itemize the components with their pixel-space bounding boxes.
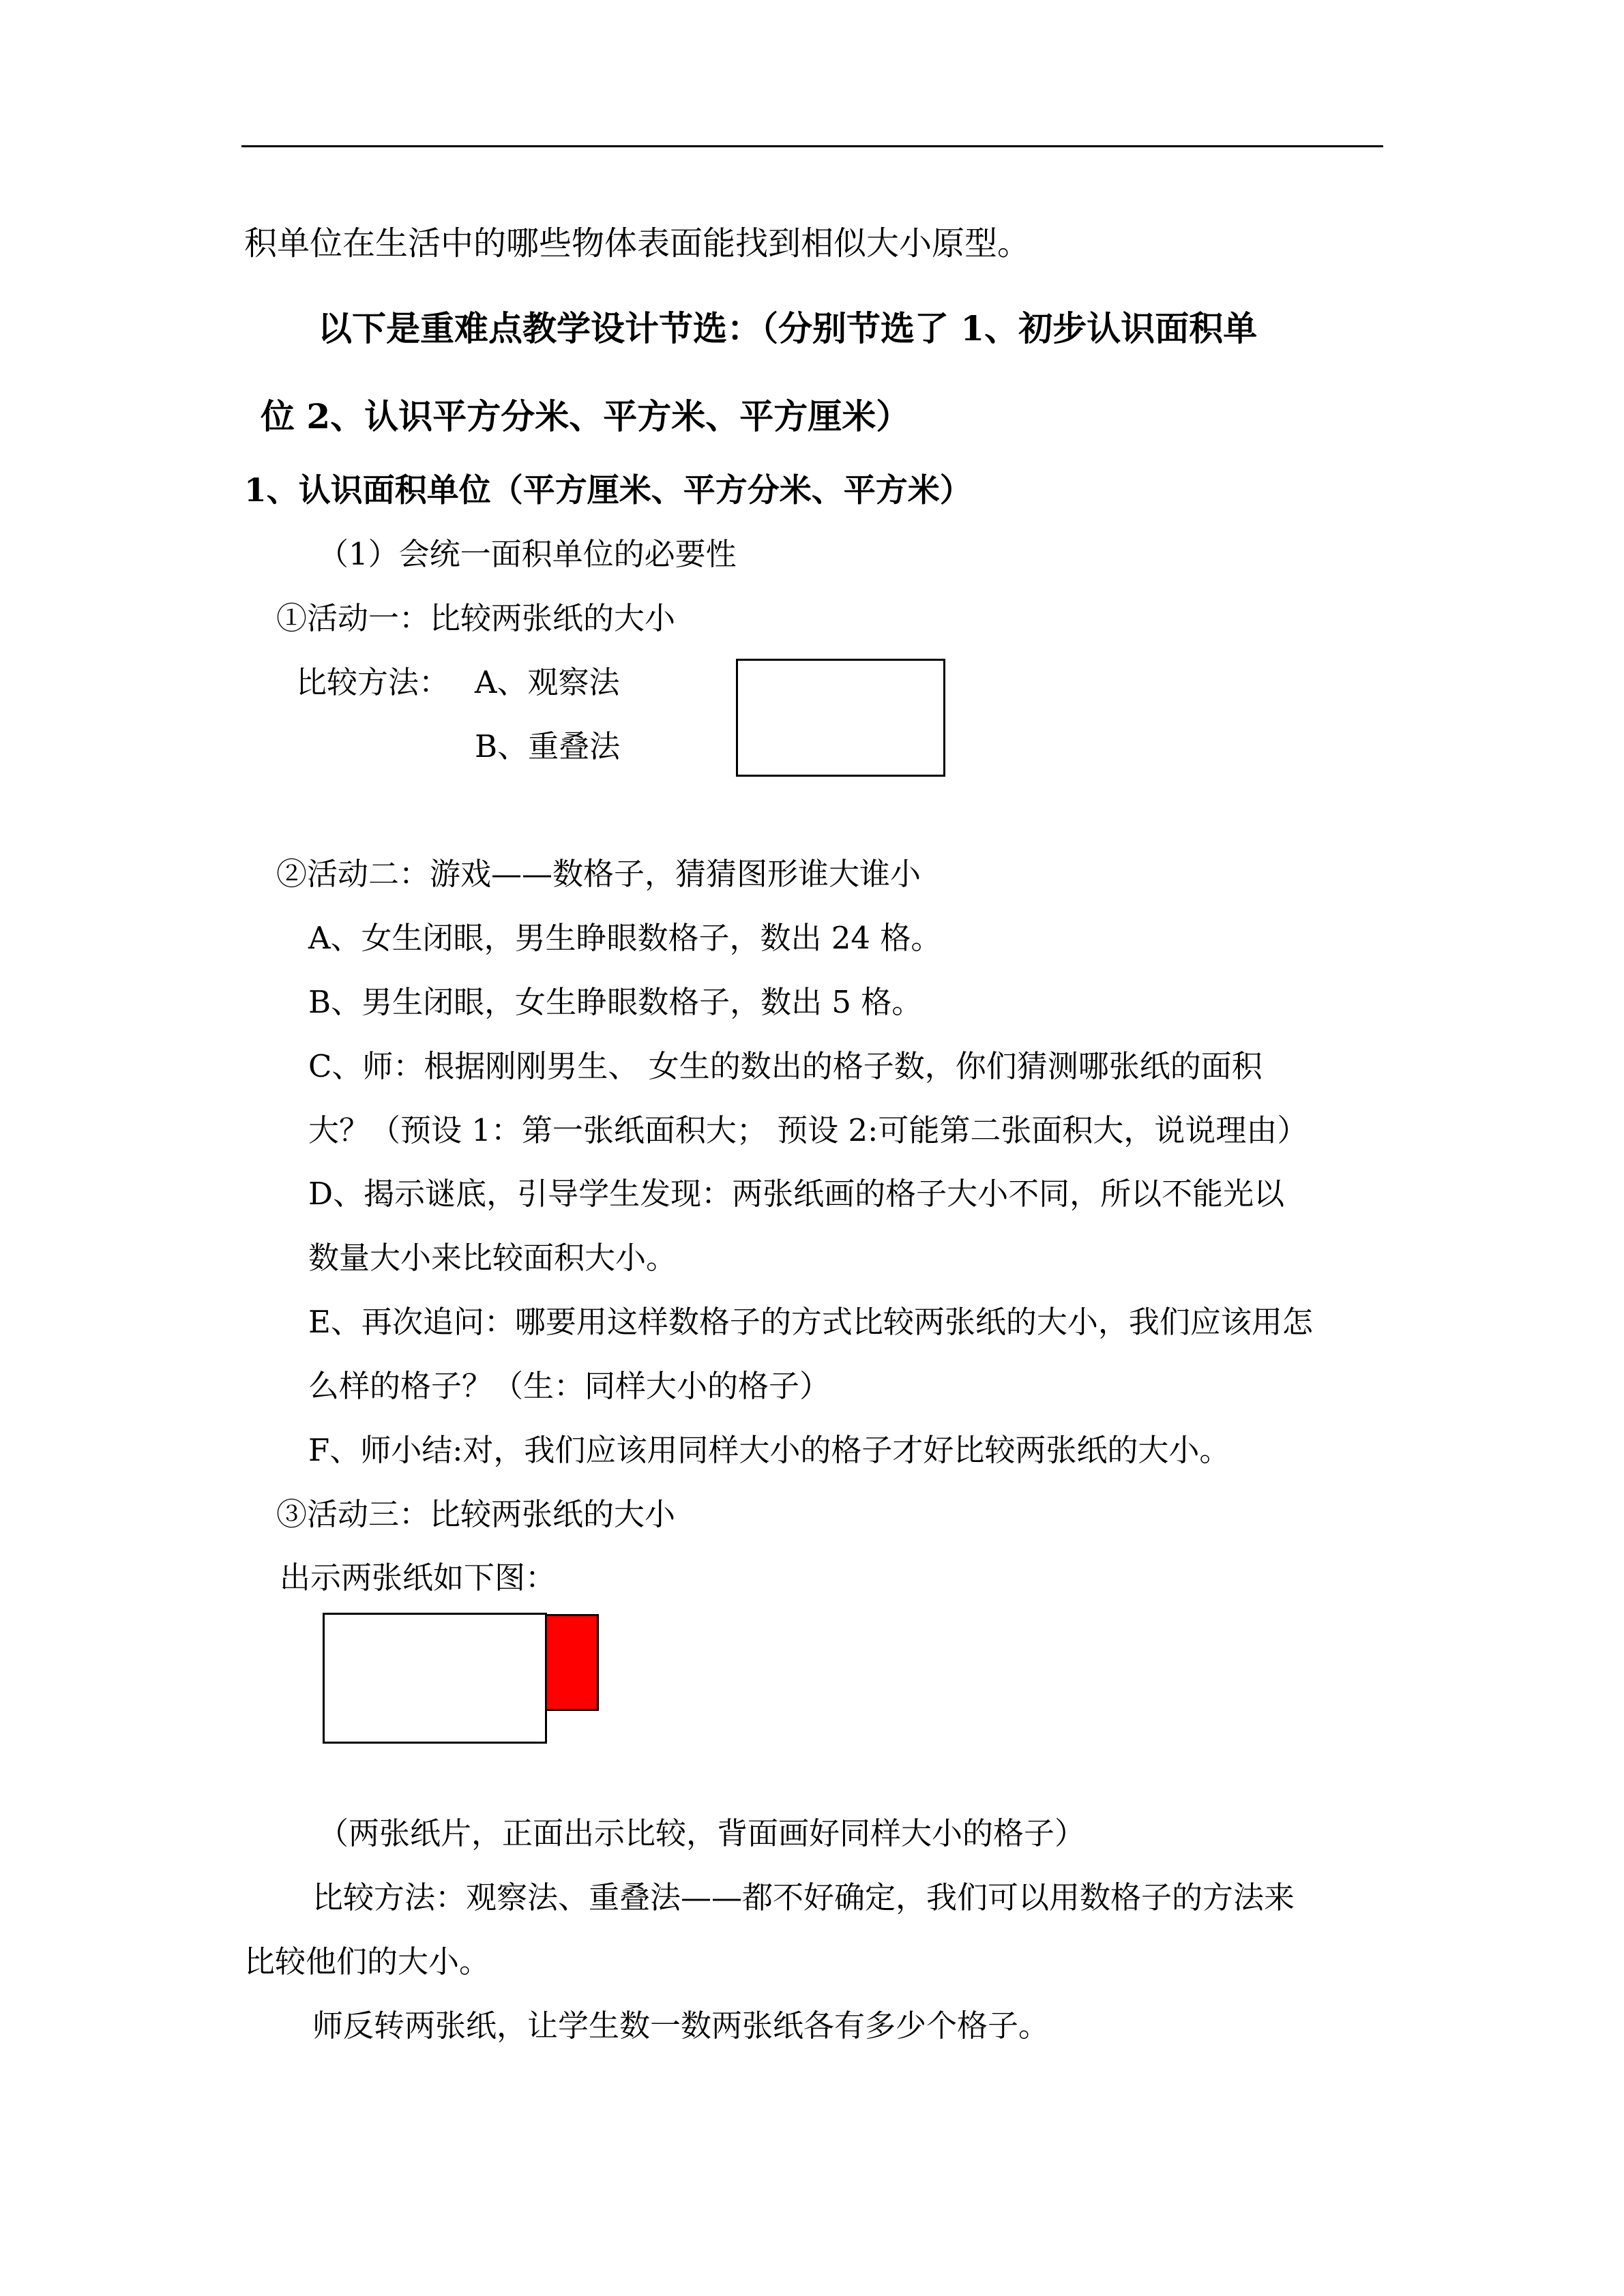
white-paper-figure [323, 1613, 547, 1744]
item-c-line2: 大？（预设 1：第一张纸面积大； 预设 2:可能第二张面积大，说说理由） [308, 1112, 1308, 1148]
item-b: B、男生闭眼，女生睁眼数格子，数出 5 格。 [308, 984, 923, 1020]
method-b: B、重叠法 [475, 728, 621, 764]
paper-rectangle-figure [736, 659, 945, 777]
section-intro-line1: 以下是重难点教学设计节选：（分别节选了 1、初步认识面积单 [318, 308, 1258, 348]
red-paper-figure [542, 1614, 599, 1711]
compare-method-label: 比较方法： [296, 664, 450, 700]
subheading-necessity: （1）会统一面积单位的必要性 [318, 536, 737, 572]
item-d-line2: 数量大小来比较面积大小。 [308, 1240, 677, 1276]
heading-area-units: 1、认识面积单位（平方厘米、平方分米、平方米） [244, 472, 972, 509]
method-a: A、观察法 [475, 664, 620, 700]
activity-one: ①活动一：比较两张纸的大小 [276, 600, 676, 636]
activity-two: ②活动二：游戏——数格子，猜猜图形谁大谁小 [276, 856, 921, 892]
item-a: A、女生闭眼，男生睁眼数格子，数出 24 格。 [308, 920, 942, 956]
item-e-line2: 么样的格子？（生：同样大小的格子） [308, 1368, 831, 1404]
item-f: F、师小结:对，我们应该用同样大小的格子才好比较两张纸的大小。 [308, 1432, 1230, 1468]
header-rule [241, 145, 1383, 147]
papers-note: （两张纸片，正面出示比较，背面画好同样大小的格子） [318, 1815, 1086, 1851]
item-d-line1: D、揭示谜底，引导学生发现：两张纸画的格子大小不同，所以不能光以 [308, 1176, 1285, 1212]
show-papers-caption: 出示两张纸如下图： [280, 1560, 557, 1596]
teacher-flip-instruction: 师反转两张纸，让学生数一数两张纸各有多少个格子。 [312, 2008, 1050, 2044]
paragraph-continuation: 积单位在生活中的哪些物体表面能找到相似大小原型。 [244, 224, 1031, 263]
item-e-line1: E、再次追问：哪要用这样数格子的方式比较两张纸的大小，我们应该用怎 [308, 1304, 1313, 1340]
activity-three: ③活动三：比较两张纸的大小 [276, 1496, 676, 1532]
section-intro-line2: 位 2、认识平方分米、平方米、平方厘米） [261, 396, 911, 436]
compare-method-conclusion-line1: 比较方法：观察法、重叠法——都不好确定，我们可以用数格子的方法来 [312, 1879, 1295, 1915]
compare-method-conclusion-line2: 比较他们的大小。 [244, 1943, 490, 1980]
item-c-line1: C、师：根据刚刚男生、 女生的数出的格子数，你们猜测哪张纸的面积 [308, 1048, 1263, 1084]
